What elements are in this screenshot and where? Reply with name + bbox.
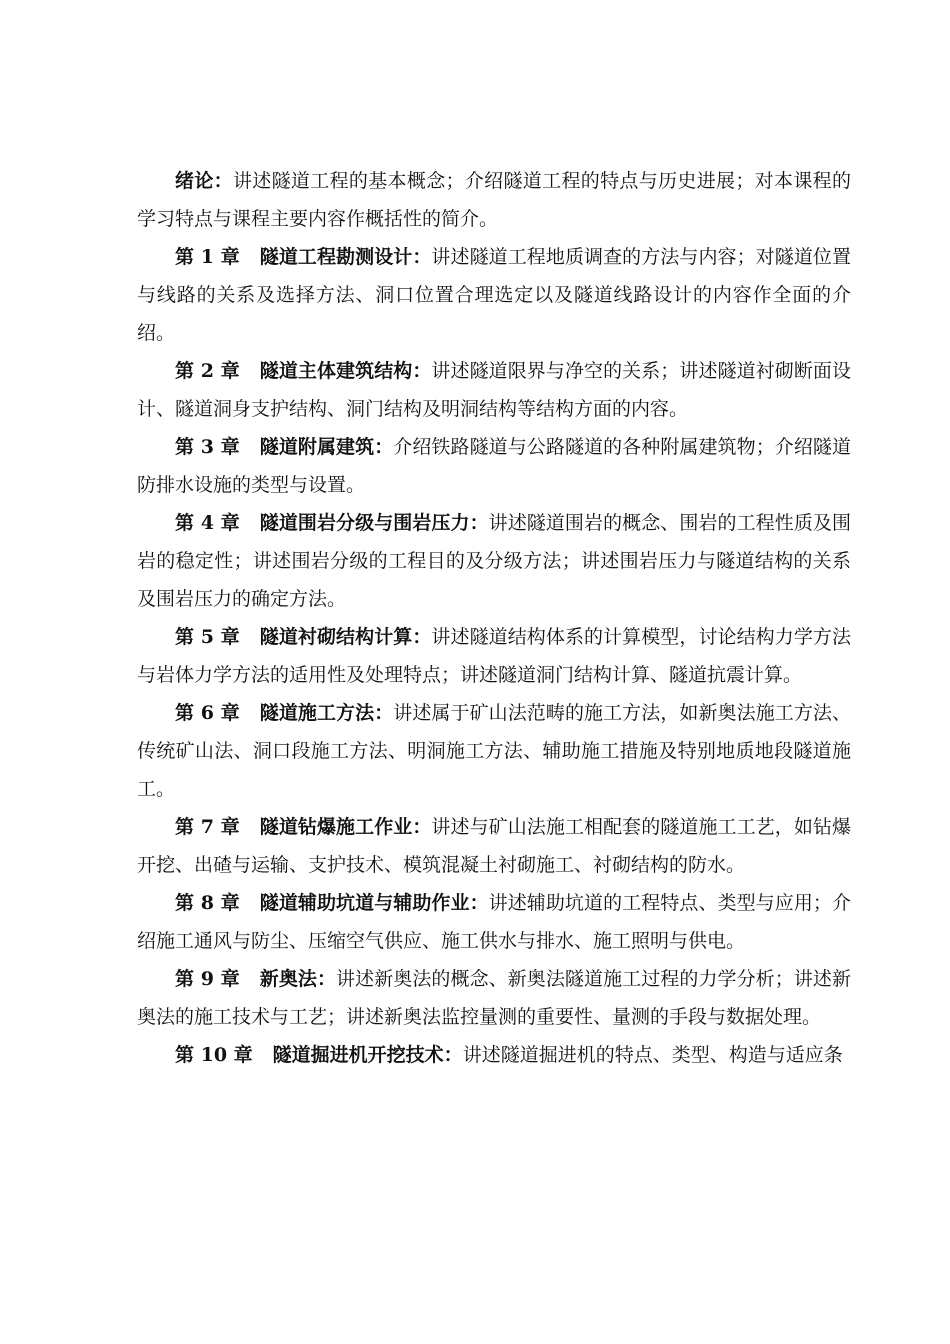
chapter-number: 第 1 章 <box>175 246 240 268</box>
section-chapter-1 <box>137 238 851 352</box>
section-chapter-8 <box>137 884 851 960</box>
section-body: 讲述隧道围岩的概念、围岩的工程性质及围岩的稳定性；讲述围岩分级的工程目的及分级方法；讲述围岩压力与隧道结构的关系及围岩压力的确定方法。 <box>137 512 851 610</box>
section-body: 讲述隧道结构体系的计算模型，讨论结构力学方法与岩体力学方法的适用性及处理特点；讲述隧道洞门结构计算、隧道抗震计算。 <box>137 626 851 686</box>
chapter-number: 第 9 章 <box>175 968 240 990</box>
section-body: 讲述新奥法的概念、新奥法隧道施工过程的力学分析；讲述新奥法的施工技术与工艺；讲述新奥法监控量测的重要性、量测的手段与数据处理。 <box>137 968 851 1028</box>
section-intro <box>137 162 851 238</box>
section-chapter-4 <box>137 504 851 618</box>
section-chapter-2 <box>137 352 851 428</box>
section-body: 介绍铁路隧道与公路隧道的各种附属建筑物；介绍隧道防排水设施的类型与设置。 <box>137 436 851 496</box>
section-chapter-10 <box>137 1036 851 1074</box>
section-title: 隧道围岩分级与围岩压力： <box>259 512 489 534</box>
section-chapter-6 <box>137 694 851 808</box>
document-body <box>137 162 851 1074</box>
section-body: 讲述隧道限界与净空的关系；讲述隧道衬砌断面设计、隧道洞身支护结构、洞门结构及明洞结构等结构方面的内容。 <box>137 360 851 420</box>
section-body: 讲述隧道工程的基本概念；介绍隧道工程的特点与历史进展；对本课程的学习特点与课程主要内容作概括性的简介。 <box>137 170 851 230</box>
section-title: 隧道施工方法： <box>259 702 394 724</box>
chapter-number: 第 5 章 <box>175 626 240 648</box>
section-body: 讲述隧道工程地质调查的方法与内容；对隧道位置与线路的关系及选择方法、洞口位置合理选定以及隧道线路设计的内容作全面的介绍。 <box>137 246 851 344</box>
section-title: 绪论： <box>175 170 233 192</box>
section-title: 隧道钻爆施工作业： <box>259 816 432 838</box>
section-chapter-7 <box>137 808 851 884</box>
section-chapter-9 <box>137 960 851 1036</box>
section-body: 讲述属于矿山法范畴的施工方法，如新奥法施工方法、传统矿山法、洞口段施工方法、明洞施工方法、辅助施工措施及特别地质地段隧道施工。 <box>137 702 851 800</box>
section-chapter-3 <box>137 428 851 504</box>
section-chapter-5 <box>137 618 851 694</box>
section-title: 隧道衬砌结构计算： <box>259 626 432 648</box>
chapter-number: 第 10 章 <box>175 1044 253 1066</box>
chapter-number: 第 8 章 <box>175 892 240 914</box>
chapter-number: 第 6 章 <box>175 702 240 724</box>
chapter-number: 第 4 章 <box>175 512 240 534</box>
section-title: 隧道掘进机开挖技术： <box>272 1044 463 1066</box>
section-title: 隧道工程勘测设计： <box>259 246 432 268</box>
section-body: 讲述与矿山法施工相配套的隧道施工工艺，如钻爆开挖、出碴与运输、支护技术、模筑混凝土衬砌施工、衬砌结构的防水。 <box>137 816 851 876</box>
section-body: 讲述隧道掘进机的特点、类型、构造与适应条 <box>462 1044 843 1066</box>
section-body: 讲述辅助坑道的工程特点、类型与应用；介绍施工通风与防尘、压缩空气供应、施工供水与排水、施工照明与供电。 <box>137 892 851 952</box>
section-title: 隧道辅助坑道与辅助作业： <box>259 892 489 914</box>
chapter-number: 第 7 章 <box>175 816 240 838</box>
section-title: 新奥法： <box>259 968 337 990</box>
chapter-number: 第 2 章 <box>175 360 240 382</box>
chapter-number: 第 3 章 <box>175 436 240 458</box>
section-title: 隧道附属建筑： <box>259 436 394 458</box>
section-title: 隧道主体建筑结构： <box>259 360 432 382</box>
